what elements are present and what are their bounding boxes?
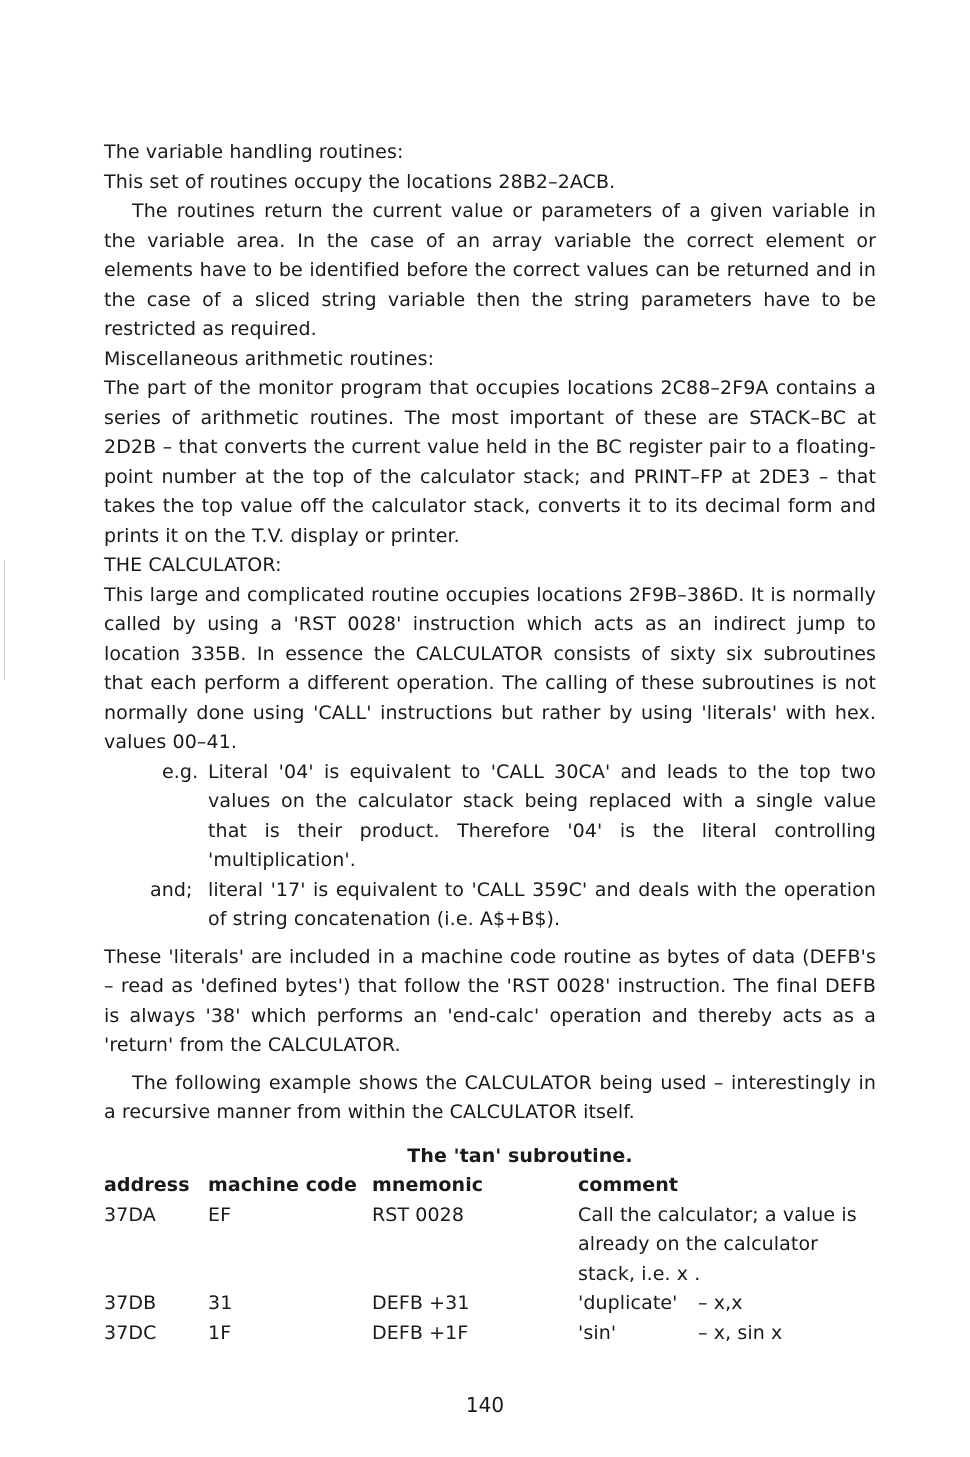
- section-heading-misc-arithmetic: Miscellaneous arithmetic routines:: [104, 347, 435, 370]
- cell-mnemonic: DEFB +31: [372, 1292, 470, 1314]
- cell-mnemonic: DEFB +1F: [372, 1321, 469, 1344]
- example-text-eg: Literal '04' is equivalent to 'CALL 30CA' and leads to the top two values on the calculator stack being replaced with a single value that is their product. Therefore '04' is the literal controlling 'multiplication'.: [208, 760, 876, 871]
- page-number: 140: [465, 1393, 505, 1417]
- cell-comment-stack: – x,x: [698, 1292, 743, 1314]
- cell-address: 37DB: [104, 1292, 157, 1314]
- cell-comment-operation: 'sin': [578, 1321, 617, 1344]
- section-heading-variable-handling: The variable handling routines:: [104, 141, 404, 163]
- cell-machine-code: 1F: [208, 1321, 232, 1344]
- cell-address: 37DC: [104, 1321, 157, 1344]
- cell-address: 37DA: [104, 1203, 156, 1226]
- table-row: [104, 1319, 876, 1349]
- cell-mnemonic: RST 0028: [372, 1203, 465, 1226]
- cell-comment: [578, 1319, 876, 1349]
- section-intro-variable-handling: This set of routines occupy the locations 28B2–2ACB.: [104, 170, 616, 193]
- cell-machine-code: 31: [208, 1292, 233, 1314]
- example-lead-eg: e.g.: [162, 760, 199, 783]
- column-header-machine-code: machine code: [208, 1174, 357, 1196]
- paragraph-misc-arithmetic: The part of the monitor program that occupies locations 2C88–2F9A contains a series of arithmetic routines. The most important of these are STACK–BC at 2D2B – that converts the current value held in the BC register pair to a floating-point number at the top of the calculator stack; and PRINT–FP at 2DE3 – that takes the top value off the calculator stack, converts it to its decimal form and prints it on the T.V. display or printer.: [104, 377, 876, 547]
- page-body: [104, 138, 876, 1348]
- paragraph-literals: These 'literals' are included in a machine code routine as bytes of data (DEFB's – read as 'defined bytes') that follow the 'RST 0028' instruction. The final DEFB is always '38' which performs an 'end-calc' operation and thereby acts as a 'return' from the CALCULATOR.: [104, 945, 876, 1056]
- column-header-mnemonic: mnemonic: [372, 1174, 484, 1196]
- column-header-address: address: [104, 1174, 190, 1196]
- paragraph-example-intro: The following example shows the CALCULATOR being used – interestingly in a recursive manner from within the CALCULATOR itself.: [104, 1071, 876, 1123]
- table-row: [104, 1289, 876, 1319]
- paragraph-calculator: This large and complicated routine occupies locations 2F9B–386D. It is normally called by using a 'RST 0028' instruction which acts as an indirect jump to location 335B. In essence the CALCULATOR consists of sixty six subroutines that each perform a different operation. The calling of these subroutines is not normally done using 'CALL' instructions but rather by using 'literals' with hex. values 00–41.: [104, 583, 876, 753]
- example-lead-and: and;: [150, 878, 193, 901]
- example-literal-17: [104, 876, 876, 935]
- table-row: [104, 1201, 876, 1290]
- table-header-row: [104, 1171, 876, 1201]
- cell-comment: [578, 1289, 876, 1319]
- example-text-and: literal '17' is equivalent to 'CALL 359C' and deals with the operation of string concatenation (i.e. A$+B$).: [208, 878, 876, 930]
- page-edge-mark: [4, 560, 5, 680]
- cell-comment-stack: – x, sin x: [698, 1321, 783, 1344]
- section-heading-calculator: THE CALCULATOR:: [104, 554, 282, 576]
- tan-subroutine-table: [104, 1171, 876, 1348]
- example-literal-04: [104, 758, 876, 876]
- cell-comment: Call the calculator; a value is already on the calculator stack, i.e. x .: [578, 1203, 857, 1285]
- table-caption: The 'tan' subroutine.: [407, 1144, 633, 1167]
- column-header-comment: comment: [578, 1174, 679, 1196]
- cell-comment-operation: 'duplicate': [578, 1292, 678, 1314]
- cell-machine-code: EF: [208, 1203, 232, 1226]
- paragraph-variable-handling: The routines return the current value or parameters of a given variable in the variable area. In the case of an array variable the correct element or elements have to be identified before the correct values can be returned and in the case of a sliced string variable then the string parameters have to be restricted as required.: [104, 200, 876, 340]
